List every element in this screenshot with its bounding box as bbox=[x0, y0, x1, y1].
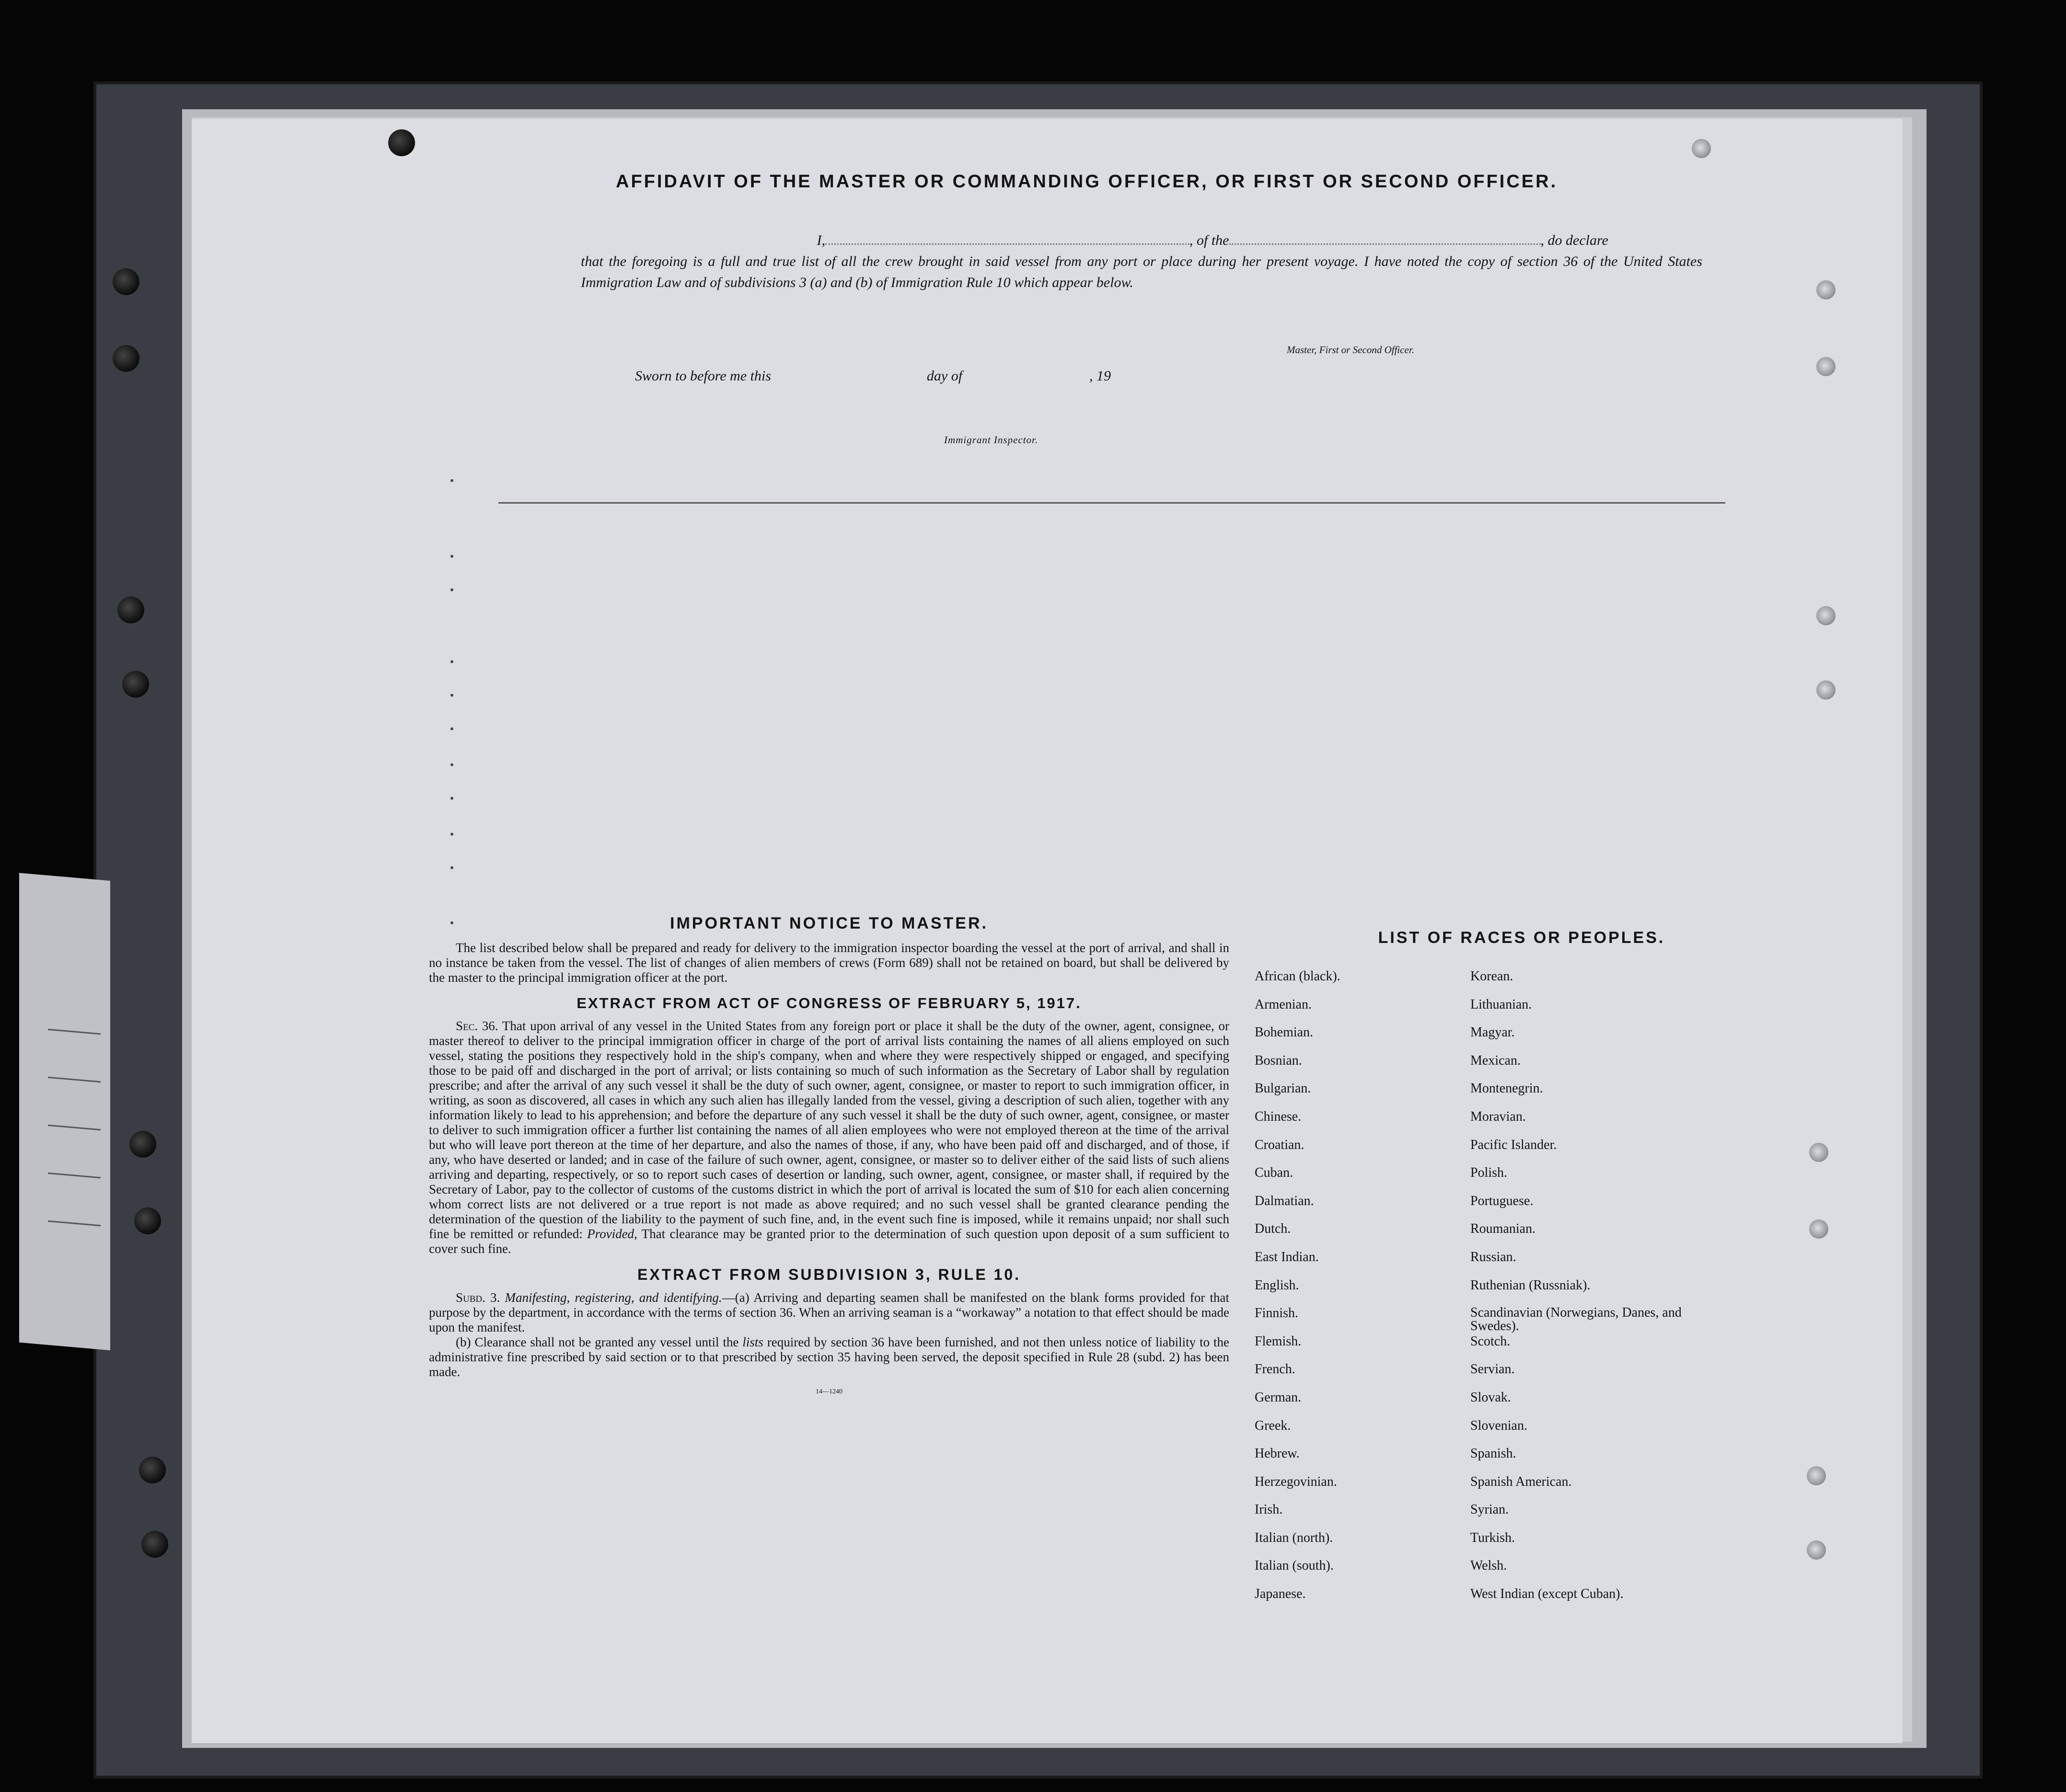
race-item: Slovenian. bbox=[1470, 1418, 1527, 1433]
race-item: Montenegrin. bbox=[1470, 1081, 1543, 1096]
races-column-1 bbox=[1255, 969, 1485, 1615]
notice-title: IMPORTANT NOTICE TO MASTER. bbox=[670, 914, 988, 932]
race-item: German. bbox=[1255, 1390, 1302, 1405]
race-item: Slovak. bbox=[1470, 1390, 1511, 1405]
rule-line bbox=[498, 502, 1725, 504]
binder-hole bbox=[1816, 680, 1835, 700]
race-item: Croatian. bbox=[1255, 1137, 1304, 1152]
manifest-form-page bbox=[192, 119, 1903, 1743]
race-item: Scotch. bbox=[1470, 1333, 1511, 1349]
race-item: Russian. bbox=[1470, 1249, 1516, 1264]
race-item: French. bbox=[1255, 1362, 1295, 1377]
race-item: Spanish American. bbox=[1470, 1474, 1572, 1489]
sworn-label: Sworn to before me this bbox=[635, 368, 771, 384]
form-number: 14—1240 bbox=[816, 1388, 843, 1395]
race-item: Bohemian. bbox=[1255, 1025, 1314, 1040]
binder-hole bbox=[1807, 1540, 1826, 1560]
binder-hole bbox=[113, 268, 139, 295]
race-item: Polish. bbox=[1470, 1165, 1508, 1181]
race-item: Greek. bbox=[1255, 1418, 1291, 1433]
binder-hole bbox=[122, 671, 149, 698]
race-item: Italian (south). bbox=[1255, 1558, 1334, 1574]
binder-hole bbox=[1692, 139, 1711, 158]
subd-heading: Manifesting, registering, and identifying. bbox=[505, 1290, 722, 1305]
side-ledger-strip bbox=[19, 873, 110, 1351]
sworn-line bbox=[635, 368, 1111, 384]
race-item: Cuban. bbox=[1255, 1165, 1293, 1181]
race-item: East Indian. bbox=[1255, 1249, 1319, 1264]
race-item: Moravian. bbox=[1470, 1109, 1526, 1124]
binder-hole bbox=[1809, 1143, 1828, 1162]
race-item: Scandinavian (Norwegians, Danes, and Swedes). bbox=[1470, 1305, 1682, 1334]
race-item: Portuguese. bbox=[1470, 1193, 1534, 1208]
affidavit-body-text: that the foregoing is a full and true list of all the crew brought in said vessel from any port or place during her present voyage. I have noted the copy of section 36 of the United States Immigration Law and of subdivisions 3 (a) and (b) of Immigration Rule 10 which appear below. bbox=[581, 253, 1702, 290]
race-item: English. bbox=[1255, 1277, 1299, 1293]
binder-hole bbox=[388, 129, 415, 156]
binder-hole bbox=[134, 1207, 161, 1234]
subd-para-a: —(a) Arriving and departing seamen shall be manifested on the blank forms provided for that purpose by the department, in accordance with the terms of section 36. When an arriving seaman is a “workaway” a notation to that effect should be made upon the manifest. bbox=[429, 1290, 1229, 1334]
affidavit-of-the: , of the bbox=[1189, 232, 1229, 248]
race-item: African (black). bbox=[1255, 969, 1340, 984]
race-item: Bosnian. bbox=[1255, 1053, 1302, 1068]
race-item: Mexican. bbox=[1470, 1053, 1521, 1068]
binder-hole bbox=[117, 597, 144, 623]
subdivision-b-text bbox=[429, 1335, 1229, 1379]
subd-label: Subd. 3. bbox=[456, 1290, 500, 1305]
race-item: Chinese. bbox=[1255, 1109, 1302, 1124]
race-item: Korean. bbox=[1470, 969, 1513, 984]
race-item: Roumanian. bbox=[1470, 1221, 1536, 1237]
race-item: Turkish. bbox=[1470, 1530, 1515, 1545]
inspector-signature-label: Immigrant Inspector. bbox=[944, 434, 1039, 446]
affidavit-do-declare: , do declare bbox=[1540, 232, 1608, 248]
races-title: LIST OF RACES OR PEOPLES. bbox=[1378, 929, 1665, 947]
binder-hole bbox=[139, 1457, 166, 1483]
vessel-name-line[interactable] bbox=[1229, 243, 1541, 245]
subd-para-b: required by section 36 have been furnished, and not then unless notice of liability to the administrative fine prescribed by said section or to that prescribed by section 35 having been served, the deposit specified in Rule 28 (subd. 2) has been made. bbox=[429, 1335, 1229, 1379]
race-item: Herzegovinian. bbox=[1255, 1474, 1337, 1489]
race-item: West Indian (except Cuban). bbox=[1470, 1586, 1624, 1602]
race-item: Syrian. bbox=[1470, 1502, 1509, 1517]
race-item: Welsh. bbox=[1470, 1558, 1507, 1574]
provided-word: Provided, bbox=[587, 1227, 637, 1241]
binder-hole bbox=[1816, 606, 1835, 625]
race-item: Pacific Islander. bbox=[1470, 1137, 1557, 1152]
section-label: Sec. 36. bbox=[456, 1019, 498, 1033]
affidavit-i-label: I, bbox=[817, 232, 825, 248]
race-item: Bulgarian. bbox=[1255, 1081, 1311, 1096]
lists-word: lists bbox=[742, 1335, 763, 1349]
race-item: Spanish. bbox=[1470, 1446, 1516, 1461]
binder-hole bbox=[1807, 1466, 1826, 1485]
binder-hole bbox=[141, 1531, 168, 1558]
binder-hole bbox=[129, 1131, 156, 1158]
subdivision-a-text bbox=[429, 1290, 1229, 1335]
race-item: Irish. bbox=[1255, 1502, 1283, 1517]
extract-act-title: EXTRACT FROM ACT OF CONGRESS OF FEBRUARY 5, 1917. bbox=[577, 995, 1082, 1011]
notice-text: The list described below shall be prepared and ready for delivery to the immigration inspector boarding the vessel at the port of arrival, and shall in no instance be taken from the vessel. The list of changes of alien members of crews (Form 689) shall not be retained on board, but shall be delivered by the master to the principal immigration officer at the port. bbox=[429, 941, 1229, 985]
race-item: Dalmatian. bbox=[1255, 1193, 1314, 1208]
day-of-label: day of bbox=[926, 368, 963, 384]
affidavit-declaration bbox=[581, 230, 1702, 293]
race-item: Hebrew. bbox=[1255, 1446, 1300, 1461]
race-item: Japanese. bbox=[1255, 1586, 1306, 1602]
section-36-end: That clearance may be granted prior to the determination of such question upon deposit of a sum sufficient to cover such fine. bbox=[429, 1227, 1230, 1256]
races-column-2 bbox=[1470, 969, 1720, 1615]
race-item: Flemish. bbox=[1255, 1333, 1302, 1349]
subd-para-b-prefix: (b) Clearance shall not be granted any vessel until the bbox=[456, 1335, 739, 1349]
race-item: Magyar. bbox=[1470, 1025, 1515, 1040]
binder-hole bbox=[1809, 1219, 1828, 1239]
binder-hole bbox=[1816, 280, 1835, 299]
race-item: Servian. bbox=[1470, 1362, 1515, 1377]
binder-hole bbox=[113, 345, 139, 372]
race-item: Finnish. bbox=[1255, 1306, 1299, 1321]
race-item: Ruthenian (Russniak). bbox=[1470, 1277, 1591, 1293]
race-item: Italian (north). bbox=[1255, 1530, 1333, 1545]
master-signature-label: Master, First or Second Officer. bbox=[1287, 344, 1414, 356]
race-item: Lithuanian. bbox=[1470, 997, 1532, 1012]
year-label: , 19 bbox=[1089, 368, 1111, 384]
binder-hole bbox=[1816, 357, 1835, 376]
extract-rule-title: EXTRACT FROM SUBDIVISION 3, RULE 10. bbox=[637, 1266, 1021, 1283]
master-name-line[interactable] bbox=[825, 243, 1189, 245]
race-item: Armenian. bbox=[1255, 997, 1312, 1012]
affidavit-title: AFFIDAVIT OF THE MASTER OR COMMANDING OFFICER, OR FIRST OR SECOND OFFICER. bbox=[616, 172, 1558, 192]
section-36-body: That upon arrival of any vessel in the United States from any foreign port or place it shall be the duty of the owner, agent, consignee, or master thereof to deliver to the principal immigration officer in charge of the port of arrival lists containing the names of all aliens employed on such vessel, stating the positions they respectively hold in the ship's company, when and where they were respectively shipped or engaged, and specifying those to be paid off and discharged in the port of arrival; or lists containing so much of such information as the Secretary of Labor shall by regulation prescribe; and after the arrival of any such vessel it shall be the duty of such owner, agent, consignee, or master to report to such immigration officer, in writing, as soon as discovered, all cases in which any such alien has illegally landed from the vessel, giving a description of such alien, together with any information likely to lead to his apprehension; and before the departure of any such vessel it shall be the duty of such owner, agent, consignee, or master to deliver to such immigration officer a further list containing the names of all alien employees who were not employed thereon at the time of the arrival but who will leave port thereon at the time of her departure, and also the names of those, if any, who have been paid off and discharged, and of those, if any, who have deserted or landed; and in case of the failure of such owner, agent, consignee, or master so to deliver either of the said lists of such aliens arriving and departing, respectively, or so to report such cases of desertion or landing, such owner, agent, consignee, or master shall, if required by the Secretary of Labor, pay to the collector of customs of the customs district in which the port of arrival is located the sum of $10 for each alien concerning whom correct lists are not delivered or a true report is not made as above required; and no such vessel shall be granted clearance pending the determination of the question of the liability to the payment of such fine, and, in the event such fine is imposed, while it remains unpaid; nor shall such fine be remitted or refunded: bbox=[429, 1019, 1229, 1241]
race-item: Dutch. bbox=[1255, 1221, 1291, 1237]
section-36-text bbox=[429, 1019, 1229, 1256]
left-notice-column bbox=[429, 914, 1229, 1396]
